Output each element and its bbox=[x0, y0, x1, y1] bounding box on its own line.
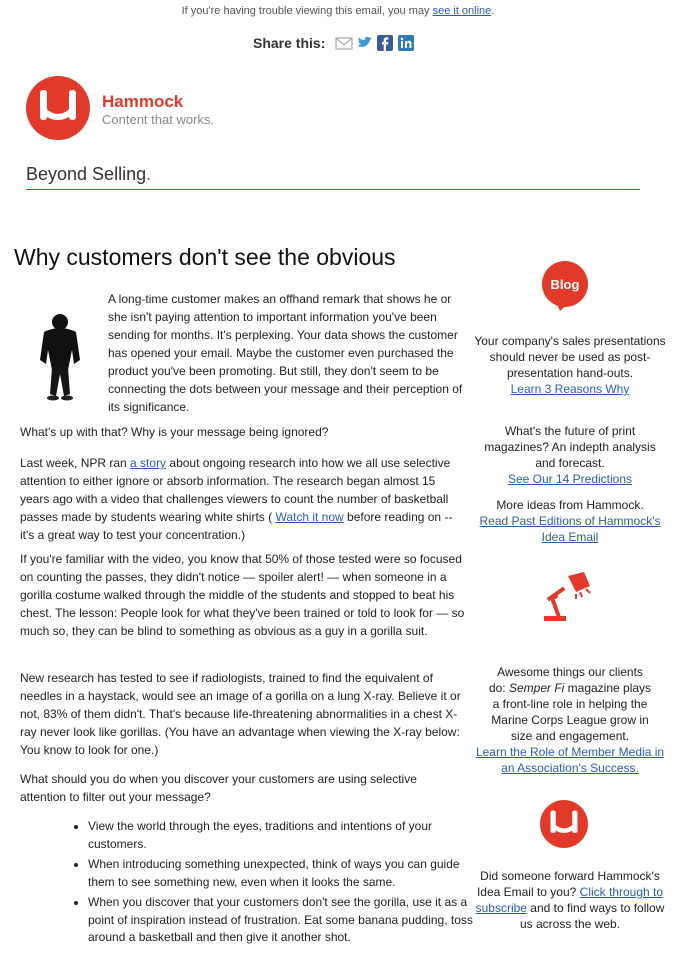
past-editions-link[interactable]: Read Past Editions of Hammock's Idea Email bbox=[479, 514, 661, 544]
npr-text-c: before reading on -- it's a great way to test your concentration.) bbox=[20, 510, 453, 542]
view-online-text: If you're having trouble viewing this email, you may bbox=[181, 5, 433, 17]
sidebar-item-text: What's the future of print magazines? An indepth analysis and forecast. bbox=[484, 424, 656, 470]
list-item: • When introducing something unexpected, think of ways you can guide them to see something new, even when it looks the same. bbox=[88, 856, 488, 891]
brand-tagline: Content that works. bbox=[102, 112, 214, 127]
subscribe-link[interactable]: Click through to subscribe bbox=[475, 885, 664, 915]
email-icon[interactable] bbox=[335, 35, 351, 51]
sidebar-item-print bbox=[474, 423, 666, 487]
sidebar-item-clients bbox=[474, 664, 666, 776]
view-online-suffix: . bbox=[491, 5, 495, 17]
section-divider bbox=[26, 189, 640, 190]
paragraph-question: What's up with that? Why is your message being ignored? bbox=[20, 425, 329, 439]
clients-text-a: Awesome things our clients do: bbox=[488, 665, 643, 695]
hammock-logo-icon bbox=[26, 76, 90, 140]
semper-fi-text: Semper Fi bbox=[508, 681, 565, 695]
paragraph-npr bbox=[20, 454, 465, 544]
hammock-mark-icon bbox=[540, 800, 588, 848]
facebook-icon[interactable] bbox=[377, 35, 393, 51]
section-title-text: Beyond Selling bbox=[26, 164, 147, 184]
section-title-dot: . bbox=[146, 164, 152, 184]
gorilla-image bbox=[30, 310, 90, 402]
advice-list bbox=[68, 818, 488, 950]
share-label: Share this: bbox=[253, 35, 326, 51]
list-item: • View the world through the eyes, traditions and intentions of your customers. bbox=[88, 818, 488, 853]
a-story-link[interactable]: a story bbox=[130, 456, 167, 470]
paragraph-radiologists: New research has tested to see if radiologists, trained to find the equivalent of needles in a haystack, would see an image of a gorilla on a lung X-ray. Believe it or not, 83% of them didn't. That's because life-threatening abnormalities in a chest X-ray never look like gorillas. (You have an advantage when viewing the X-ray below: You know to look for one.) bbox=[20, 671, 461, 757]
see-predictions-link[interactable]: See Our 14 Predictions bbox=[507, 472, 633, 486]
list-item: • When you discover that your customers don't see the gorilla, use it as a point of inspiration instead of frustration. Eat some banana pudding, toss around a basketball and then give it another shot. bbox=[88, 894, 488, 947]
sidebar-item-sales bbox=[474, 333, 666, 397]
sidebar-item-text: Your company's sales presentations should never be used as post-presentation hand-outs. bbox=[474, 334, 666, 380]
sidebar-item-text bbox=[474, 664, 666, 744]
subscribe-text-b: and to find ways to follow us across the web. bbox=[519, 901, 665, 931]
article-headline: Why customers don't see the obvious bbox=[14, 244, 396, 270]
share-bar bbox=[253, 35, 414, 51]
desk-lamp-icon bbox=[540, 570, 596, 624]
npr-text-a: Last week, NPR ran bbox=[20, 456, 131, 470]
section-title bbox=[26, 164, 151, 185]
member-media-link[interactable]: Learn the Role of Member Media in an Association's Success. bbox=[475, 745, 665, 775]
sidebar-item-subscribe bbox=[474, 868, 666, 932]
watch-it-now-link[interactable]: Watch it now bbox=[275, 510, 344, 524]
npr-text-b: about ongoing research into how we all use selective attention to either ignore or absorb information. The research began almost 15 years ago with a video that challenges viewers to count the number of basketball passes made by students wearing white shirts ( bbox=[20, 456, 451, 524]
article-intro: A long-time customer makes an offhand remark that shows he or she isn't paying attention to important information you've been sending for months. It's perplexing. Your data shows the customer has opened your email. Maybe the customer even purchased the product you've been promoting. But still, they don't seem to be connecting the dots between your message and their perception of its significance. bbox=[108, 292, 463, 414]
subscribe-text-a: Did someone forward Hammock's Idea Email to you? bbox=[476, 869, 660, 899]
sidebar-item-more-ideas bbox=[474, 497, 666, 545]
see-online-link[interactable]: see it online bbox=[432, 5, 492, 17]
brand-name: Hammock bbox=[102, 92, 184, 111]
paragraph-what-to-do: What should you do when you discover your customers are using selective attention to filter out your message? bbox=[20, 772, 417, 804]
sidebar-item-text: More ideas from Hammock. bbox=[496, 498, 644, 512]
blog-badge-tail-icon bbox=[556, 302, 570, 312]
learn-3-reasons-link[interactable]: Learn 3 Reasons Why bbox=[510, 382, 630, 396]
paragraph-video: If you're familiar with the video, you know that 50% of those tested were so focused on counting the passes, they didn't notice — spoiler alert! — when someone in a gorilla costume walked through the middle of the students and stopped to beat his chest. The lesson: People look for what they've been trained or told to look for — so much so, they can be blind to something as obvious as a guy in a gorilla suit. bbox=[20, 552, 465, 638]
linkedin-icon[interactable] bbox=[398, 35, 414, 51]
blog-badge[interactable]: Blog bbox=[542, 261, 588, 307]
twitter-icon[interactable] bbox=[356, 35, 372, 51]
clients-text-b: magazine plays a front-line role in helping the Marine Corps League grow in size and engagement. bbox=[491, 681, 652, 743]
view-online-note bbox=[0, 5, 676, 17]
